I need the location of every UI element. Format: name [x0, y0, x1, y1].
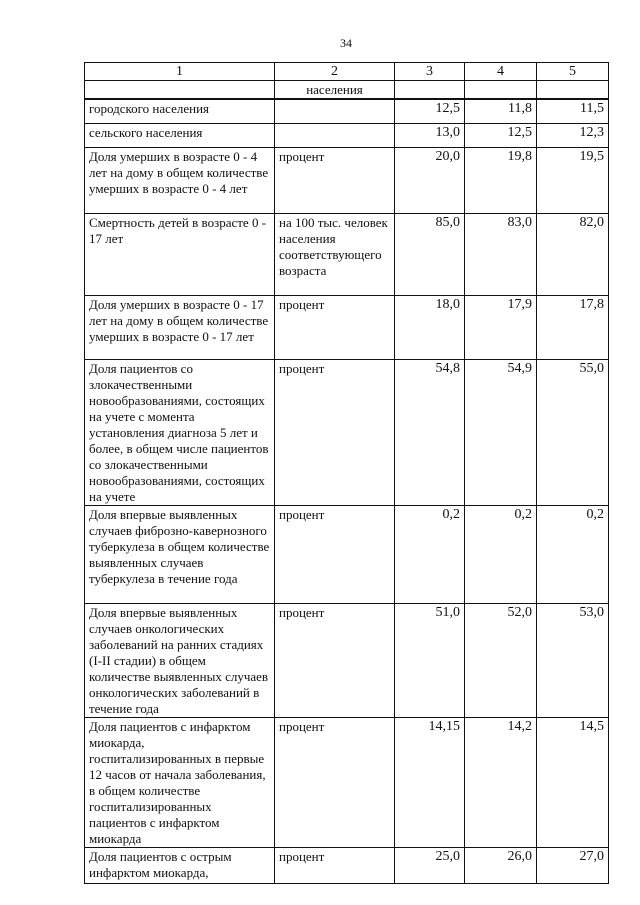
value-cell: 14,2	[465, 717, 537, 847]
indicators-table	[84, 62, 609, 884]
value-cell: 17,8	[537, 295, 609, 359]
value-cell: 19,8	[465, 147, 537, 213]
value-cell: 12,3	[537, 123, 609, 147]
value-cell: 0,2	[537, 505, 609, 603]
value-cell: 54,8	[395, 359, 465, 505]
value-cell: 19,5	[537, 147, 609, 213]
value-cell	[537, 81, 609, 100]
unit-cell: процент	[275, 847, 395, 883]
value-cell: 13,0	[395, 123, 465, 147]
value-cell: 14,5	[537, 717, 609, 847]
indicator-cell: Доля пациентов с инфарктом миокарда, госпитализированных в первые 12 часов от начала заболевания, в общем количестве госпитализированных пациентов с инфарктом миокарда	[85, 717, 275, 847]
indicator-cell	[85, 81, 275, 100]
value-cell: 85,0	[395, 213, 465, 295]
value-cell: 0,2	[395, 505, 465, 603]
indicator-cell: Смертность детей в возрасте 0 - 17 лет	[85, 213, 275, 295]
value-cell: 53,0	[537, 603, 609, 717]
value-cell: 18,0	[395, 295, 465, 359]
table-row	[85, 99, 609, 123]
value-cell: 51,0	[395, 603, 465, 717]
header-cell: 3	[395, 63, 465, 81]
table-row	[85, 717, 609, 847]
page-number: 34	[340, 36, 352, 50]
unit-cell: процент	[275, 603, 395, 717]
header-cell: 1	[85, 63, 275, 81]
table-row	[85, 213, 609, 295]
indicator-cell: Доля пациентов со злокачественными новообразованиями, состоящих на учете с момента установления диагноза 5 лет и более, в общем числе пациентов со злокачественными новообразованиями, состоящих на учете	[85, 359, 275, 505]
value-cell: 0,2	[465, 505, 537, 603]
value-cell: 83,0	[465, 213, 537, 295]
unit-cell: населения	[275, 81, 395, 100]
unit-cell: процент	[275, 147, 395, 213]
value-cell: 27,0	[537, 847, 609, 883]
value-cell: 82,0	[537, 213, 609, 295]
value-cell: 25,0	[395, 847, 465, 883]
unit-cell	[275, 99, 395, 123]
value-cell: 12,5	[395, 99, 465, 123]
value-cell: 14,15	[395, 717, 465, 847]
indicator-cell: Доля пациентов с острым инфарктом миокарда,	[85, 847, 275, 883]
table-row	[85, 295, 609, 359]
table-row	[85, 847, 609, 883]
value-cell: 17,9	[465, 295, 537, 359]
indicator-cell: Доля впервые выявленных случаев фиброзно-кавернозного туберкулеза в общем количестве выявленных случаев туберкулеза в течение года	[85, 505, 275, 603]
value-cell	[395, 81, 465, 100]
indicator-cell: городского населения	[85, 99, 275, 123]
value-cell: 11,5	[537, 99, 609, 123]
value-cell: 11,8	[465, 99, 537, 123]
unit-cell	[275, 123, 395, 147]
table-row	[85, 81, 609, 100]
indicator-cell: Доля умерших в возрасте 0 - 17 лет на дому в общем количестве умерших в возрасте 0 - 17 лет	[85, 295, 275, 359]
table-row	[85, 147, 609, 213]
table-header-row	[85, 63, 609, 81]
table-row	[85, 603, 609, 717]
unit-cell: на 100 тыс. человек населения соответствующего возраста	[275, 213, 395, 295]
value-cell	[465, 81, 537, 100]
table-row	[85, 123, 609, 147]
unit-cell: процент	[275, 717, 395, 847]
header-cell: 5	[537, 63, 609, 81]
value-cell: 20,0	[395, 147, 465, 213]
value-cell: 12,5	[465, 123, 537, 147]
header-cell: 4	[465, 63, 537, 81]
value-cell: 55,0	[537, 359, 609, 505]
indicator-cell: сельского населения	[85, 123, 275, 147]
unit-cell: процент	[275, 359, 395, 505]
table-row	[85, 359, 609, 505]
header-cell: 2	[275, 63, 395, 81]
unit-cell: процент	[275, 505, 395, 603]
value-cell: 52,0	[465, 603, 537, 717]
indicator-cell: Доля умерших в возрасте 0 - 4 лет на дому в общем количестве умерших в возрасте 0 - 4 лет	[85, 147, 275, 213]
value-cell: 54,9	[465, 359, 537, 505]
unit-cell: процент	[275, 295, 395, 359]
table-row	[85, 505, 609, 603]
value-cell: 26,0	[465, 847, 537, 883]
indicator-cell: Доля впервые выявленных случаев онкологических заболеваний на ранних стадиях (I-II стадии) в общем количестве выявленных случаев онкологических заболеваний в течение года	[85, 603, 275, 717]
